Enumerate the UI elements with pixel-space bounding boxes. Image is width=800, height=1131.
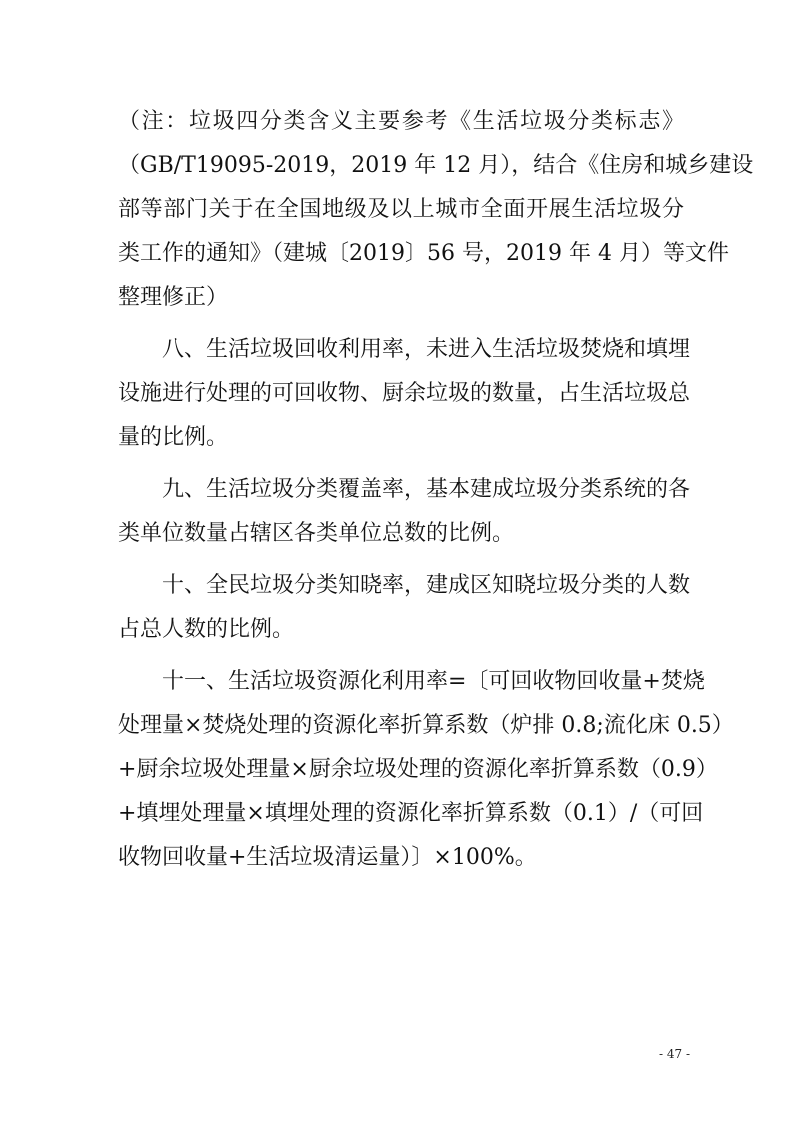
text-line: 类单位数量占辖区各类单位总数的比例。 xyxy=(118,521,515,546)
text-line: +厨余垃圾处理量×厨余垃圾处理的资源化率折算系数（0.9） xyxy=(118,757,718,782)
text-line: 设施进行处理的可回收物、厨余垃圾的数量，占生活垃圾总 xyxy=(118,381,691,406)
text-line: +填埋处理量×填埋处理的资源化率折算系数（0.1）/（可回 xyxy=(118,801,704,826)
text-line: 类工作的通知》（建城〔2019〕56 号，2019 年 4 月）等文件 xyxy=(118,241,729,266)
text-line: 整理修正） xyxy=(118,285,229,310)
text-line: 处理量×焚烧处理的资源化率折算系数（炉排 0.8;流化床 0.5） xyxy=(118,713,734,738)
text-line: 十、全民垃圾分类知晓率，建成区知晓垃圾分类的人数 xyxy=(162,573,691,598)
definition-resource-utilization-rate xyxy=(118,660,734,880)
note-paragraph xyxy=(118,100,754,320)
definition-awareness-rate xyxy=(118,564,691,652)
document-body xyxy=(118,100,754,888)
definition-coverage-rate xyxy=(118,468,691,556)
text-line: （注：垃圾四分类含义主要参考《生活垃圾分类标志》 xyxy=(118,109,684,134)
text-line: 九、生活垃圾分类覆盖率，基本建成垃圾分类系统的各 xyxy=(162,477,691,502)
text-line: 量的比例。 xyxy=(118,425,229,450)
text-line: 八、生活垃圾回收利用率，未进入生活垃圾焚烧和填埋 xyxy=(162,337,691,362)
text-line: 占总人数的比例。 xyxy=(118,617,295,642)
text-line: （GB/T19095-2019，2019 年 12 月），结合《住房和城乡建设 xyxy=(118,153,754,178)
definition-recycling-rate xyxy=(118,328,691,460)
text-line: 部等部门关于在全国地级及以上城市全面开展生活垃圾分 xyxy=(118,197,684,222)
text-line: 十一、生活垃圾资源化利用率=〔可回收物回收量+焚烧 xyxy=(162,669,705,694)
text-line: 收物回收量+生活垃圾清运量）〕×100%。 xyxy=(118,845,537,870)
page-number: - 47 - xyxy=(658,1047,690,1061)
